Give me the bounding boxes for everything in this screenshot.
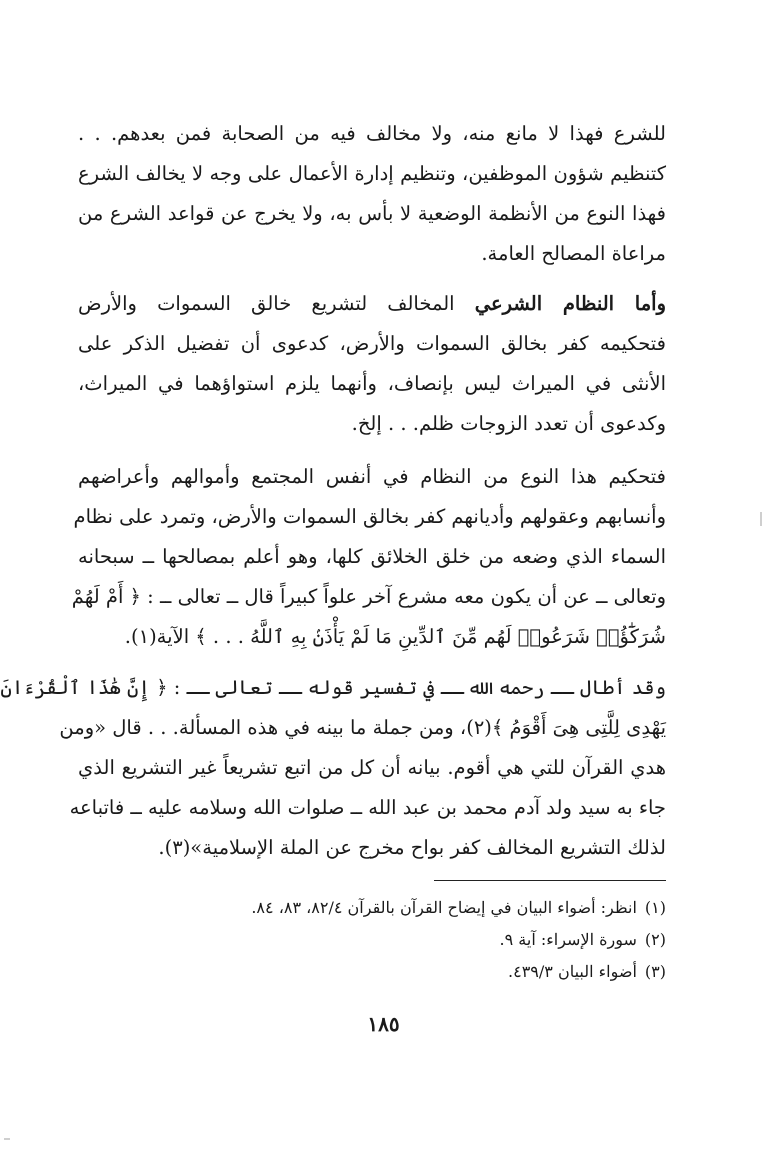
text-line: فهذا النوع من الأنظمة الوضعية لا بأس به، ولا يخرج عن قواعد الشرع من <box>78 202 666 225</box>
lead-text: المخالف لتشريع خالق السموات والأرض <box>78 292 475 315</box>
text-line: وكدعوى أن تعدد الزوجات ظلم. . . إلخ. <box>351 412 666 435</box>
text-line: هدي القرآن للتي هي أقوم. بيانه أن كل من اتبع تشريعاً غير التشريع الذي <box>78 756 666 779</box>
text-line: وقد أطال ــ رحمه الله ــ في تفسير قوله ــ تعالى ــ : ﴿ إِنَّ هَٰذَا ٱلْقُرْءَانَ <box>0 676 666 699</box>
text-line: مراعاة المصالح العامة. <box>481 242 666 265</box>
paragraph-2 <box>78 284 666 444</box>
paragraph-3 <box>71 457 666 657</box>
paragraph-1 <box>78 114 666 274</box>
bold-phrase: وأما النظام الشرعي <box>474 292 666 315</box>
text-line: يَهْدِى لِلَّتِى هِىَ أَقْوَمُ ﴾(٢)، ومن جملة ما بينه في هذه المسألة. . . قال «ومن <box>59 716 666 739</box>
text-line-lead <box>78 284 666 324</box>
footnote-number: (٢) <box>644 930 666 949</box>
footnote-2 <box>200 924 666 956</box>
text-line: الأنثى في الميراث ليس بإنصاف، وأنهما يلزم استواؤهما في الميراث، <box>78 372 666 395</box>
text-line: وتعالى ــ عن أن يكون معه مشرع آخر علواً كبيراً قال ــ تعالى ــ : ﴿ أَمْ لَهُمْ <box>71 585 666 608</box>
paragraph-4 <box>0 668 666 868</box>
footnote-text: سورة الإسراء: آية ٩. <box>499 930 637 949</box>
text-line: السماء الذي وضعه من خلق الخلائق كلها، وهو أعلم بمصالحها ــ سبحانه <box>78 545 666 568</box>
text-line: جاء به سيد ولد آدم محمد بن عبد الله ــ صلوات الله وسلامه عليه ــ فاتباعه <box>69 796 666 819</box>
footnote-1 <box>200 892 666 924</box>
footnote-separator <box>434 880 666 881</box>
text-line: كتنظيم شؤون الموظفين، وتنظيم إدارة الأعمال على وجه لا يخالف الشرع <box>78 162 666 185</box>
footnote-text: أضواء البيان ٤٣٩/٣. <box>508 962 637 981</box>
text-line: فتحكيمه كفر بخالق السموات والأرض، كدعوى أن تفضيل الذكر على <box>78 332 666 355</box>
text-line: لذلك التشريع المخالف كفر بواح مخرج عن الملة الإسلامية»(٣). <box>158 836 666 859</box>
footnote-3 <box>200 956 666 988</box>
footnote-number: (٣) <box>644 962 666 981</box>
scan-mark <box>760 512 762 526</box>
text-line: فتحكيم هذا النوع من النظام في أنفس المجتمع وأموالهم وأعراضهم <box>78 465 666 488</box>
footnote-number: (١) <box>644 898 666 917</box>
text-line: وأنسابهم وعقولهم وأديانهم كفر بخالق السموات والأرض، وتمرد على نظام <box>73 505 666 528</box>
footnote-text: انظر: أضواء البيان في إيضاح القرآن بالقرآن ٨٢/٤، ٨٣، ٨٤. <box>251 898 637 917</box>
page-number: ١٨٥ <box>367 1012 400 1036</box>
text-line: شُرَكَٰٓؤُا۟ شَرَعُوا۟ لَهُم مِّنَ ٱلدِّينِ مَا لَمْ يَأْذَنۢ بِهِ ٱللَّهُ . . . ﴾ الآية(١). <box>124 625 666 648</box>
text-line: للشرع فهذا لا مانع منه، ولا مخالف فيه من الصحابة فمن بعدهم. . . <box>78 122 666 145</box>
scan-mark <box>4 1138 10 1140</box>
